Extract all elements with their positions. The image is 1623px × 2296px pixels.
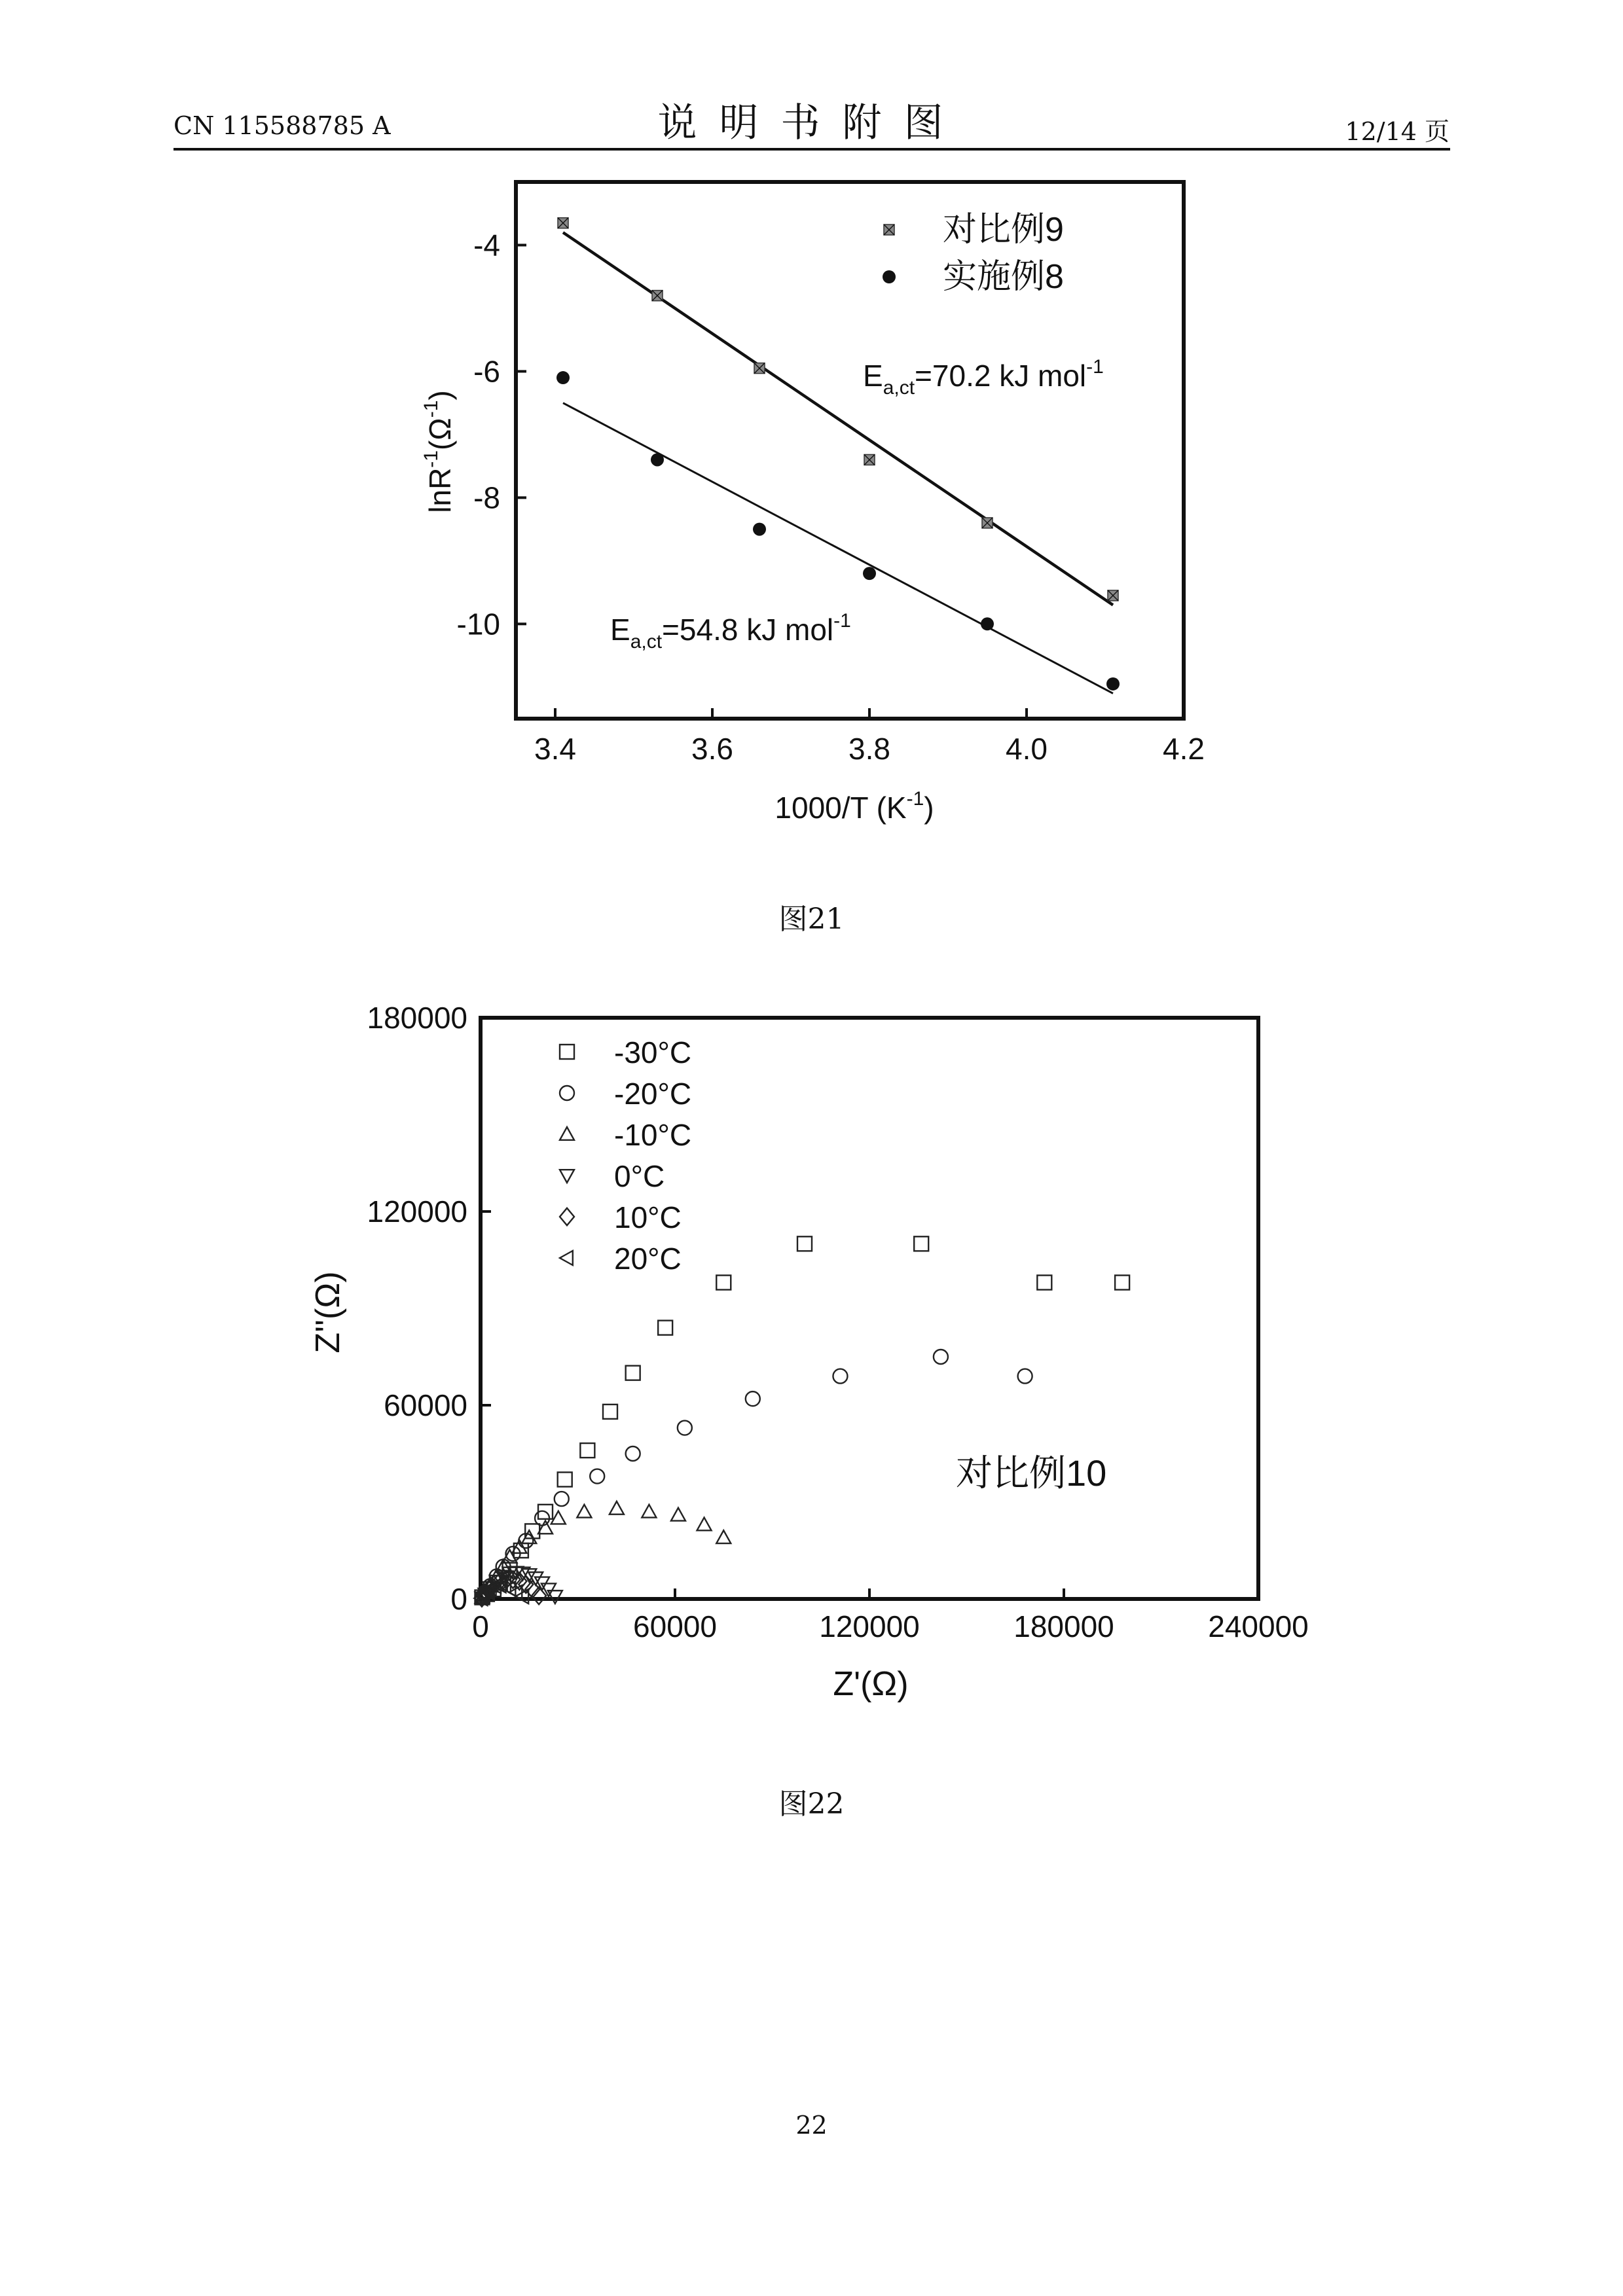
legend-label-series-5: 10°C [614, 1200, 682, 1234]
chart1-y-tick-label: -6 [473, 354, 500, 389]
chart1-y-tick-label: -8 [473, 480, 500, 515]
chart2-x-axis-label: Z'(Ω) [833, 1665, 909, 1703]
chart2-legend [560, 1035, 691, 1276]
data-point-series-2 [746, 1391, 760, 1406]
page-number: 22 [795, 2111, 828, 2140]
data-point-series-2 [934, 1350, 948, 1364]
legend-marker-series-4 [560, 1170, 574, 1183]
figure-22-caption: 图22 [778, 1787, 845, 1821]
data-point-series-2 [626, 1446, 640, 1461]
activation-energy-label-upper: $E_{a,ct}=70.2$ kJ mol$^{-1}$ [863, 356, 1104, 399]
section-title: 说明书附图 [657, 100, 966, 146]
chart1-x-axis-label: 1000/T $(K^{-1})$ [775, 788, 934, 825]
data-point-series-1 [1037, 1276, 1051, 1290]
chart2-x-tick-label: 60000 [633, 1609, 717, 1643]
data-point-series-3 [671, 1508, 685, 1521]
chart1-y-tick-label: -10 [456, 607, 500, 641]
data-point-series-2 [1018, 1369, 1032, 1384]
activation-energy-label-lower: $E_{a,ct}=54.8$ kJ mol$^{-1}$ [610, 610, 851, 653]
data-point-series-3 [610, 1501, 624, 1515]
data-point-series-3 [716, 1530, 731, 1543]
legend-marker-series-5 [560, 1208, 574, 1225]
legend-marker-series-1 [560, 1045, 574, 1059]
chart2-y-tick-label: 0 [450, 1582, 467, 1616]
chart1-y-tick-label: -4 [473, 228, 500, 262]
data-point-series-3 [697, 1518, 712, 1531]
chart2-annotation: 对比例10 [956, 1452, 1107, 1494]
chart2-y-tick-label: 60000 [384, 1388, 467, 1422]
legend-label-series-6: 20°C [614, 1242, 682, 1276]
chart1-x-tick-label: 3.4 [534, 732, 576, 766]
legend-marker-series-2 [560, 1086, 574, 1100]
chart2-y-tick-label: 120000 [367, 1194, 467, 1229]
legend-label-series-2: -20°C [614, 1077, 692, 1111]
chart1-x-tick-label: 3.6 [691, 732, 733, 766]
legend-label-series-1: 对比例9 [943, 211, 1064, 249]
data-point-series-1 [558, 1472, 572, 1486]
legend-label-series-2: 实施例8 [943, 258, 1064, 296]
data-point-series-1 [603, 1405, 617, 1419]
data-point-series-1 [1115, 1276, 1129, 1290]
chart2-x-tick-label: 180000 [1013, 1609, 1114, 1643]
data-point-series-2 [555, 1492, 569, 1506]
data-point-series-1 [716, 1276, 731, 1290]
data-point-series-1 [580, 1443, 594, 1458]
data-point-series-3 [522, 1530, 536, 1543]
data-point-series-1 [626, 1366, 640, 1380]
legend-label-series-3: -10°C [614, 1118, 692, 1152]
chart2-x-tick-label: 0 [472, 1609, 489, 1643]
data-point-series-1 [658, 1321, 672, 1335]
legend-label-series-4: 0°C [614, 1159, 665, 1193]
chart2-plot-frame [481, 1018, 1258, 1599]
data-point-series-2 [833, 1369, 847, 1384]
data-point-series-1 [914, 1236, 928, 1251]
chart1-x-tick-label: 4.0 [1006, 732, 1048, 766]
data-point-series-2 [678, 1421, 692, 1435]
legend-marker-series-3 [560, 1127, 574, 1140]
chart2-y-tick-label: 180000 [367, 1001, 467, 1035]
legend-label-series-1: -30°C [614, 1035, 692, 1069]
chart1-y-axis-label: $\ln R^{-1}(\Omega^{-1})$ [420, 390, 457, 513]
legend-marker-series-6 [560, 1251, 573, 1265]
chart2-x-tick-label: 120000 [819, 1609, 920, 1643]
data-point-series-3 [577, 1505, 591, 1518]
page-counter: 12/14 页 [1345, 117, 1450, 146]
chart1-x-tick-label: 3.8 [848, 732, 890, 766]
data-point-series-1 [797, 1236, 812, 1251]
figure-21-caption: 图21 [778, 903, 845, 936]
data-point-series-2 [590, 1469, 604, 1484]
chart2-y-axis-label: Z''(Ω) [309, 1271, 347, 1354]
chart2-x-tick-label: 240000 [1208, 1609, 1309, 1643]
chart1-x-tick-label: 4.2 [1163, 732, 1205, 766]
document-number: CN 115588785 A [173, 111, 391, 140]
data-point-series-3 [642, 1505, 656, 1518]
